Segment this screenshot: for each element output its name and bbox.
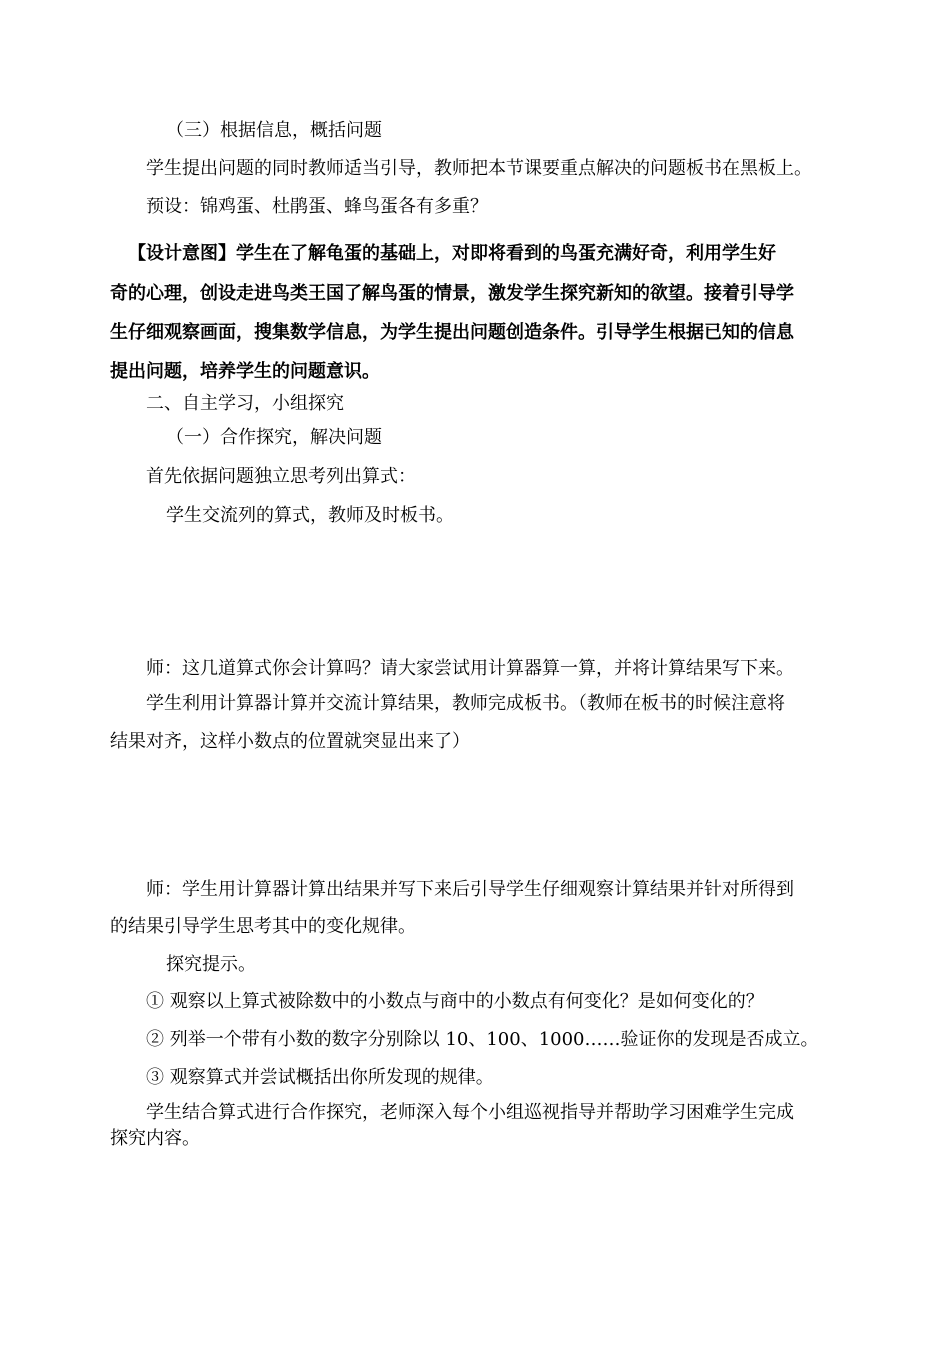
paragraph-cooperate-line: 探究内容。 <box>110 1128 200 1149</box>
design-intent-line: 提出问题，培养学生的问题意识。 <box>110 361 380 382</box>
paragraph-teacher-question: 师：这几道算式你会计算吗？请大家尝试用计算器算一算，并将计算结果写下来。 <box>146 658 794 679</box>
paragraph-teacher-guide-line: 师：学生用计算器计算出结果并写下来后引导学生仔细观察计算结果并针对所得到 <box>146 879 794 900</box>
paragraph-first: 首先依据问题独立思考列出算式： <box>146 466 416 487</box>
paragraph-teacher-guide-line: 的结果引导学生思考其中的变化规律。 <box>110 916 416 937</box>
design-intent-line: 生仔细观察画面，搜集数学信息，为学生提出问题创造条件。引导学生根据已知的信息 <box>110 322 794 343</box>
paragraph-cooperate-line: 学生结合算式进行合作探究，老师深入每个小组巡视指导并帮助学习困难学生完成 <box>146 1102 794 1123</box>
section-two-heading: 二、自主学习，小组探究 <box>146 393 344 414</box>
hint-item: ② 列举一个带有小数的数字分别除以 10、100、1000……验证你的发现是否成立。 <box>146 1029 819 1050</box>
section-3-heading: （三）根据信息，概括问题 <box>166 120 382 141</box>
subsection-1-heading: （一）合作探究，解决问题 <box>166 427 382 448</box>
design-intent-line: 奇的心理，创设走进鸟类王国了解鸟蛋的情景，激发学生探究新知的欲望。接着引导学 <box>110 283 794 304</box>
hint-title: 探究提示。 <box>166 954 256 975</box>
hint-item: ③ 观察算式并尝试概括出你所发现的规律。 <box>146 1067 494 1088</box>
paragraph-calc-line: 结果对齐，这样小数点的位置就突显出来了） <box>110 731 470 752</box>
paragraph-preset: 预设：锦鸡蛋、杜鹃蛋、蜂鸟蛋各有多重？ <box>146 196 488 217</box>
hint-item: ① 观察以上算式被除数中的小数点与商中的小数点有何变化？是如何变化的？ <box>146 991 764 1012</box>
paragraph-calc-line: 学生利用计算器计算并交流计算结果，教师完成板书。（教师在板书的时候注意将 <box>146 693 785 714</box>
paragraph-guide: 学生提出问题的同时教师适当引导，教师把本节课要重点解决的问题板书在黑板上。 <box>146 158 812 179</box>
paragraph-exchange: 学生交流列的算式，教师及时板书。 <box>166 505 454 526</box>
design-intent-line: 【设计意图】学生在了解龟蛋的基础上，对即将看到的鸟蛋充满好奇，利用学生好 <box>128 243 776 264</box>
